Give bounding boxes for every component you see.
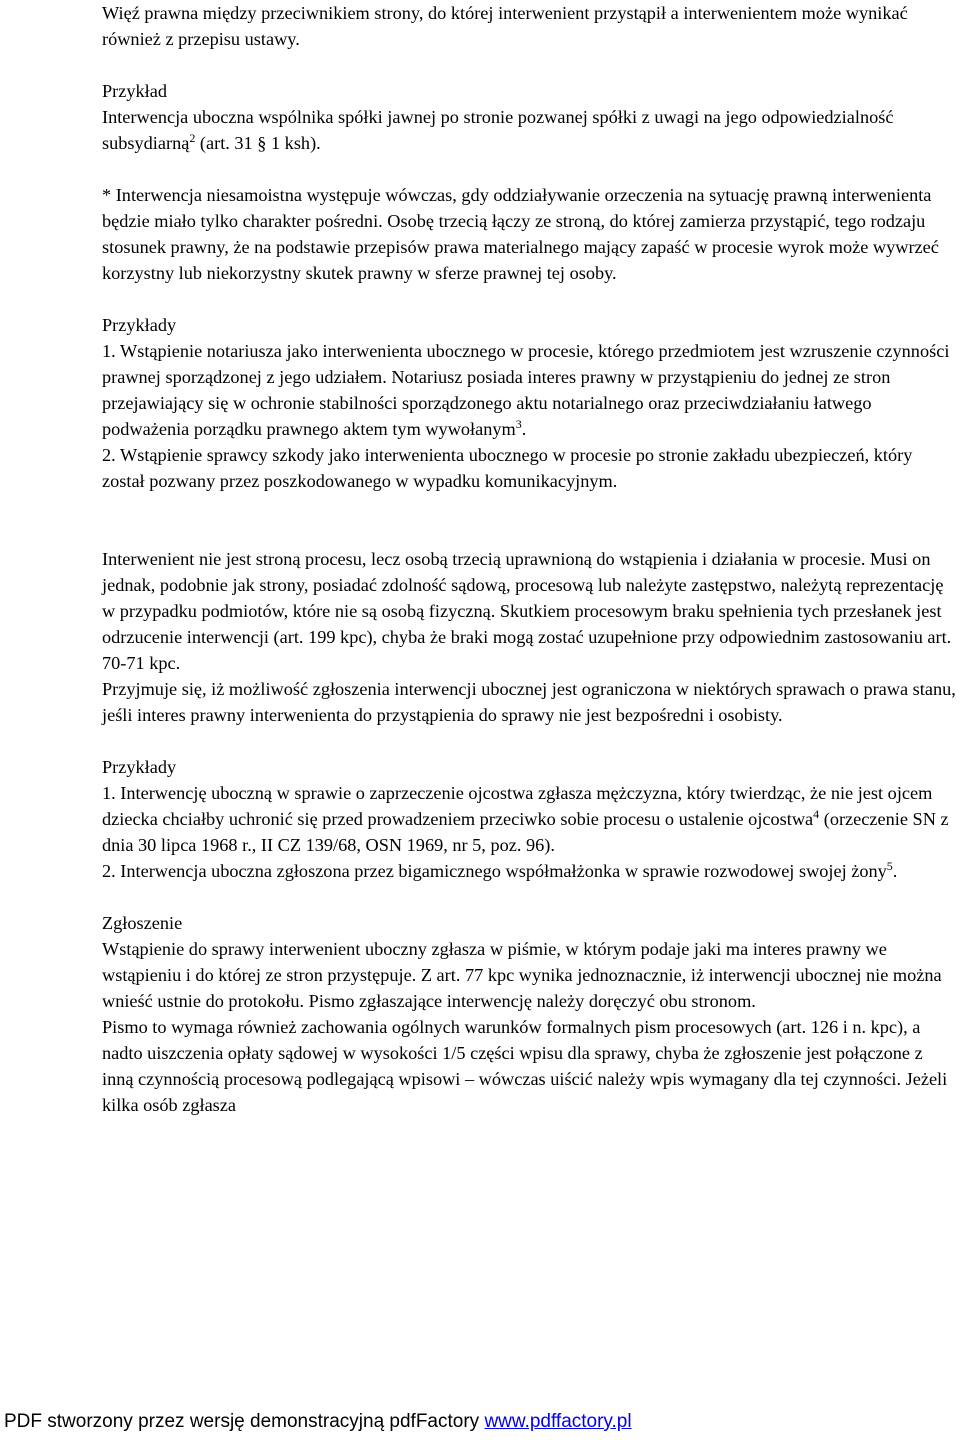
paragraph: Pismo to wymaga również zachowania ogólnych warunków formalnych pism procesowych (art. 126 i n. kpc), a nadto uiszczenia opłaty sądowej w wysokości 1/5 części wpisu dla sprawy, chyba że zgłoszenie jest połączone z inną czynnością procesową podlegającą wpisowi – wówczas uiścić należy wpis wymagany dla tej czynności. Jeżeli kilka osób zgłasza xyxy=(102,1017,948,1115)
text-span: (art. 31 § 1 ksh). xyxy=(195,133,321,153)
footnote-ref: 5 xyxy=(886,858,893,873)
list-item xyxy=(102,338,957,442)
text-span: 1. Wstąpienie notariusza jako interwenienta ubocznego w procesie, którego przedmiotem jest wzruszenie czynności prawnej sporządzonej z jego udziałem. Notariusz posiada interes prawny w przystąpieniu do jednej ze stron przejawiający się w ochronie stabilności sporządzonego aktu notarialnego oraz przeciwdziałaniu łatwego podważenia porządku prawnego aktem tym wywołanym xyxy=(102,341,950,439)
paragraph: * Interwencja niesamoistna występuje wówczas, gdy oddziaływanie orzeczenia na sytuację prawną interwenienta będzie miało tylko charakter pośredni. Osobę trzecią łączy ze stroną, do której zamierza przystąpić, tego rodzaju stosunek prawny, że na podstawie przepisów prawa materialnego mający zapaść w procesie wyrok może wywrzeć korzystny lub niekorzystny skutek prawny w sferze prawnej tej osoby. xyxy=(102,185,939,283)
document-body xyxy=(102,0,957,1118)
text-span: 2. Interwencja uboczna zgłoszona przez bigamicznego współmałżonka w sprawie rozwodowej swojej żony xyxy=(102,861,887,881)
paragraph xyxy=(102,104,957,156)
footnote-ref: 3 xyxy=(515,416,522,431)
paragraph: Interwenient nie jest stroną procesu, lecz osobą trzecią uprawnioną do wstąpienia i działania w procesie. Musi on jednak, podobnie jak strony, posiadać zdolność sądową, procesową lub należyte zastępstwo, należytą reprezentację w przypadku podmiotów, które nie są osobą fizyczną. Skutkiem procesowym braku spełnienia tych przesłanek jest odrzucenie interwencji (art. 199 kpc), chyba że braki mogą zostać uzupełnione przy odpowiednim zastosowaniu art. 70-71 kpc. xyxy=(102,549,952,673)
text-span: Interwencja uboczna wspólnika spółki jawnej po stronie pozwanej spółki z uwagi na jego odpowiedzialność subsydiarną xyxy=(102,107,894,153)
section-heading: Zgłoszenie xyxy=(102,913,183,933)
footnote-ref: 2 xyxy=(189,130,196,145)
text-span: . xyxy=(892,861,898,881)
text-span: 1. Interwencję uboczną w sprawie o zaprzeczenie ojcostwa zgłasza mężczyzna, który twierdząc, że nie jest ojcem dziecka chciałby uchronić się przed prowadzeniem przeciwko sobie procesu o ustalenie ojcostwa xyxy=(102,783,933,829)
text-span: . xyxy=(521,419,527,439)
list-item: 2. Wstąpienie sprawcy szkody jako interwenienta ubocznego w procesie po stronie zakładu ubezpieczeń, który został pozwany przez poszkodowanego w wypadku komunikacyjnym. xyxy=(102,445,913,491)
footnote-ref: 4 xyxy=(813,806,820,821)
paragraph: Przyjmuje się, iż możliwość zgłoszenia interwencji ubocznej jest ograniczona w niektórych sprawach o prawa stanu, jeśli interes prawny interwenienta do przystąpienia do sprawy nie jest bezpośredni i osobisty. xyxy=(102,679,956,725)
list-item xyxy=(102,780,957,858)
text-span: (orzeczenie SN z dnia 30 lipca 1968 r., II CZ 139/68, OSN 1969, nr 5, poz. 96). xyxy=(102,809,949,855)
paragraph: Wstąpienie do sprawy interwenient uboczny zgłasza w piśmie, w którym podaje jaki ma interes prawny we wstąpieniu i do której ze stron przystępuje. Z art. 77 kpc wynika jednoznacznie, iż interwencji ubocznej nie można wnieść ustnie do protokołu. Pismo zgłaszające interwencję należy doręczyć obu stronom. xyxy=(102,939,942,1011)
footer-link[interactable]: www.pdffactory.pl xyxy=(484,1411,632,1432)
pdf-watermark-footer xyxy=(4,1410,632,1434)
footer-text: PDF stworzony przez wersję demonstracyjną pdfFactory xyxy=(4,1411,485,1432)
examples-heading: Przykłady xyxy=(102,315,177,335)
list-item xyxy=(102,858,957,884)
paragraph: Więź prawna między przeciwnikiem strony, do której interwenient przystąpił a interwenientem może wynikać również z przepisu ustawy. xyxy=(102,3,908,49)
examples-heading: Przykłady xyxy=(102,757,177,777)
example-heading: Przykład xyxy=(102,81,167,101)
